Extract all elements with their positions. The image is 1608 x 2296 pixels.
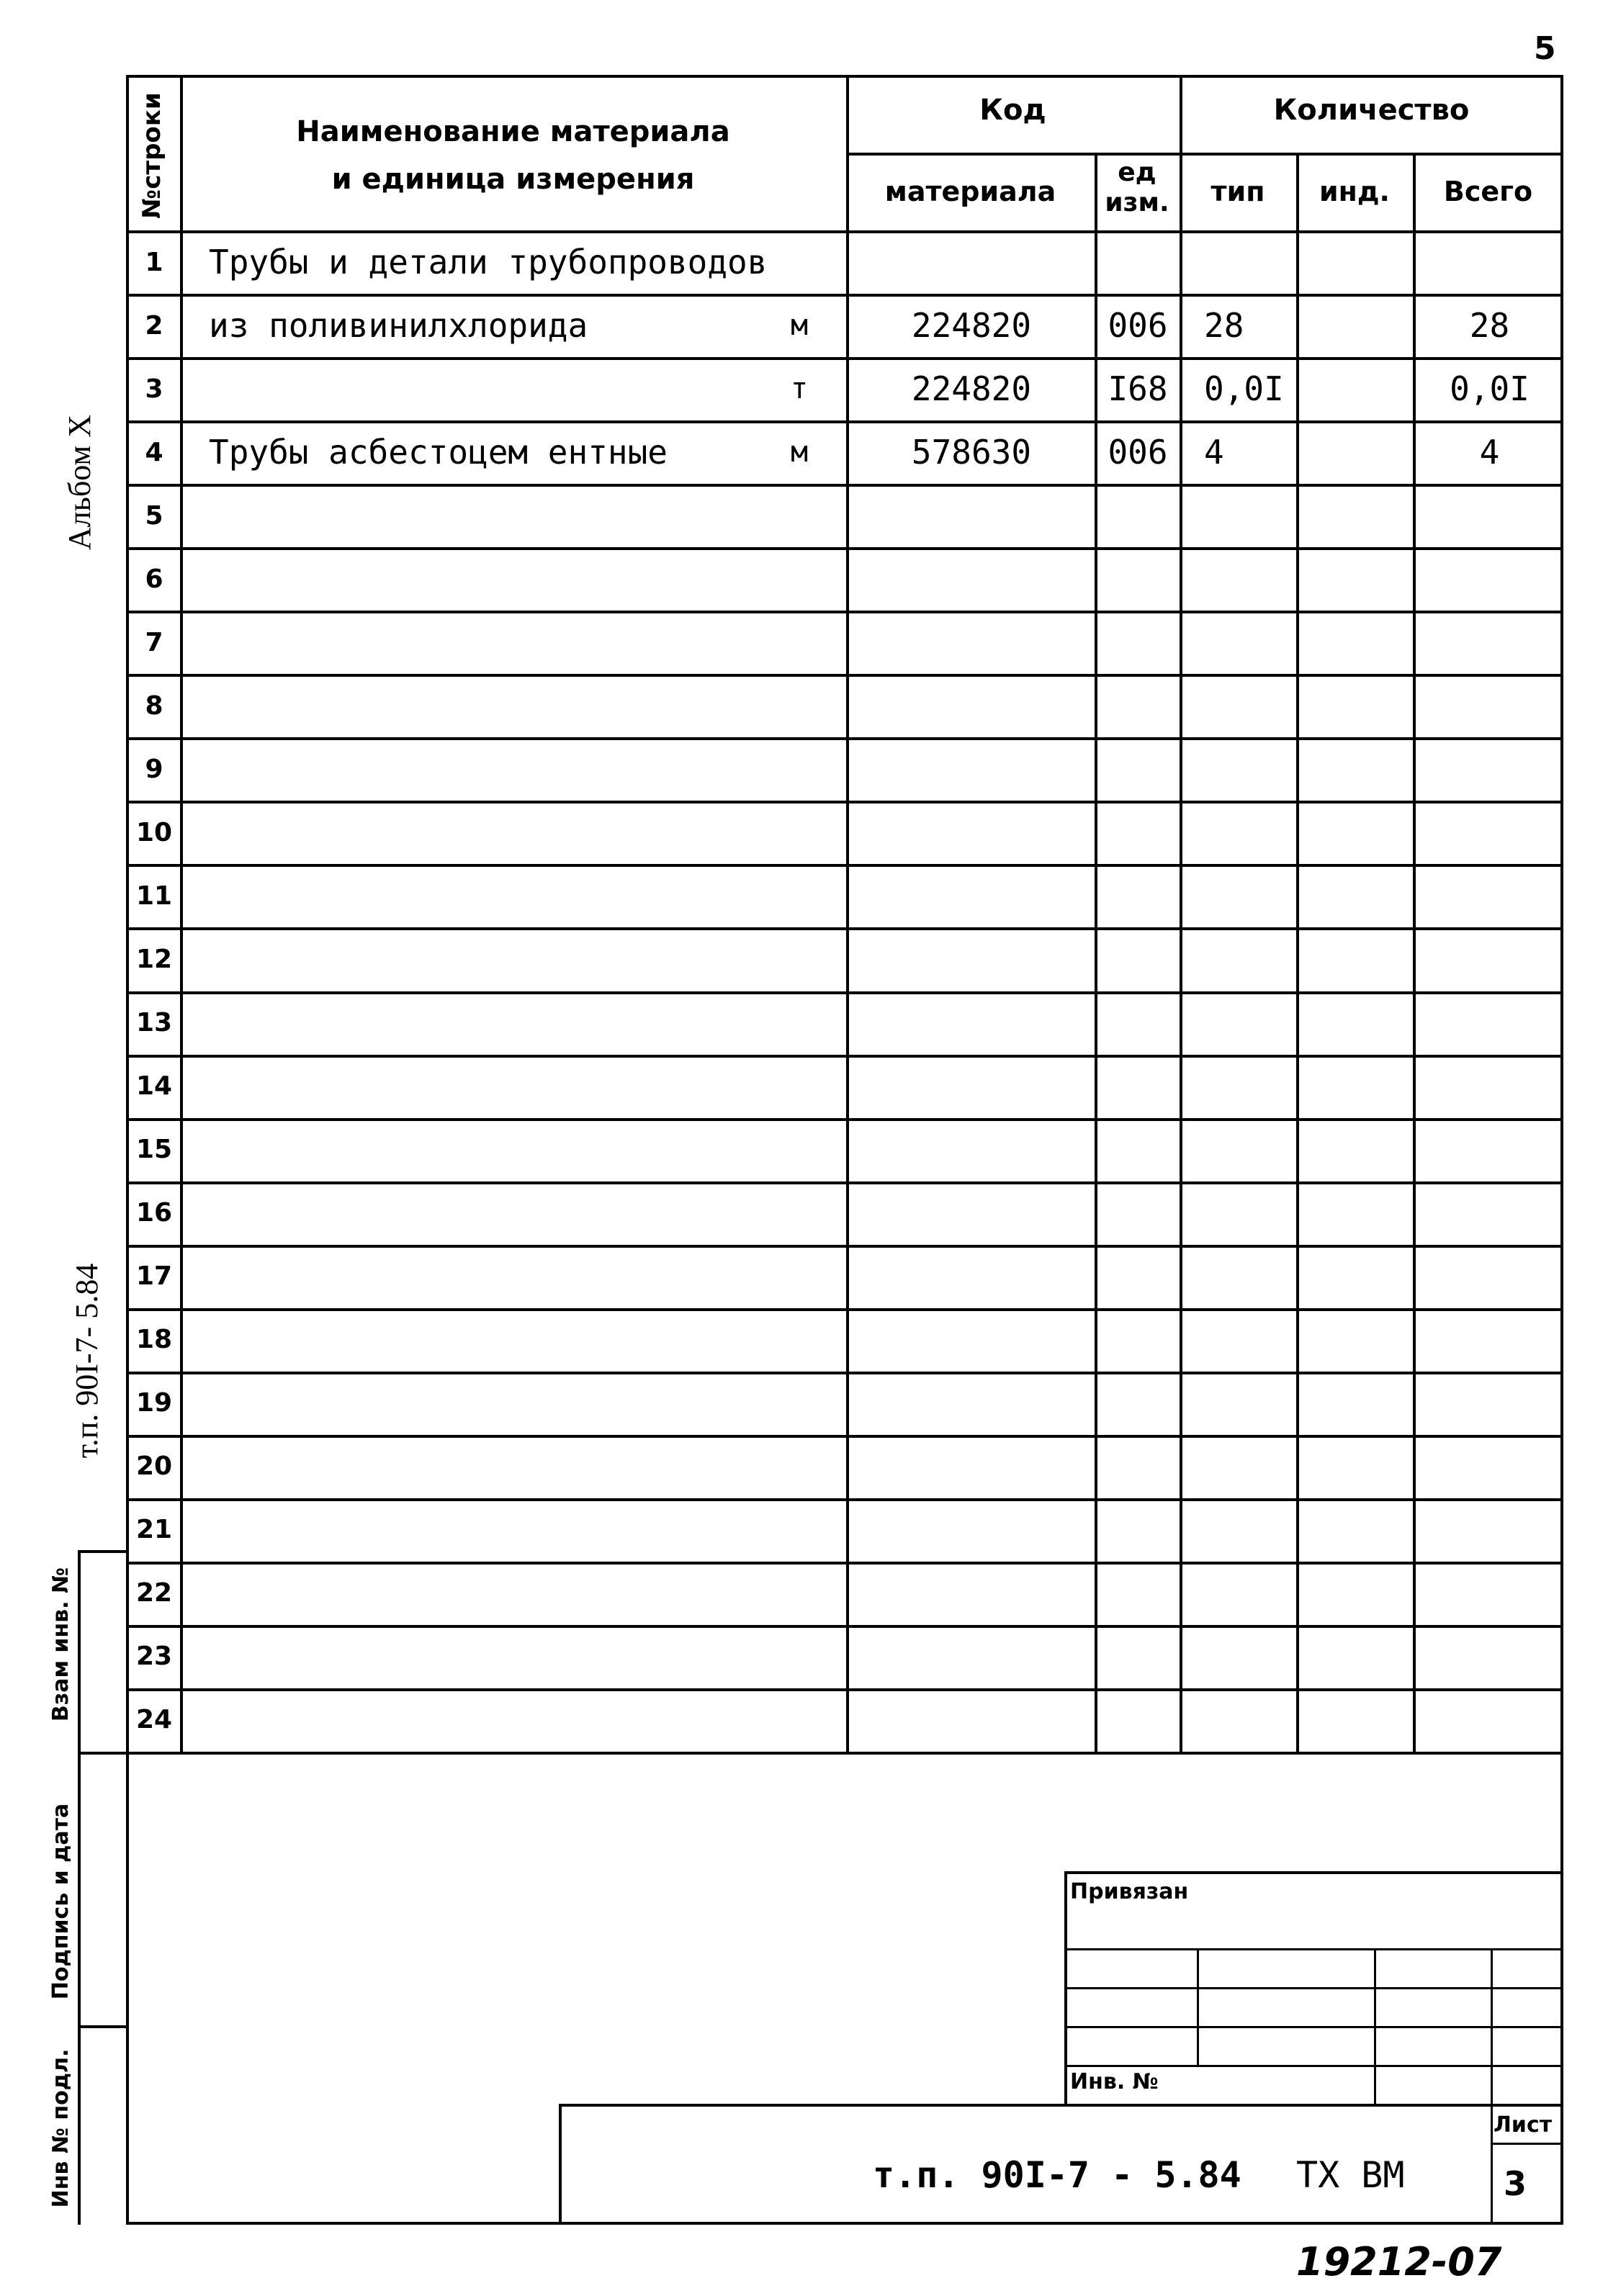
cell-name: [209, 1500, 756, 1560]
cell-n: 1: [145, 247, 163, 277]
cell-ind: [1298, 359, 1411, 419]
page-number: 5: [1534, 30, 1556, 67]
cell-ind: [1298, 232, 1411, 292]
cell-type: [1204, 739, 1295, 799]
cell-type: [1204, 1436, 1295, 1497]
cell-unit: [763, 1246, 835, 1307]
cell-total: [1416, 1246, 1563, 1307]
bottom-number: 19212-07: [1296, 2239, 1502, 2284]
cell-code: [850, 1056, 1093, 1117]
cell-unit-code: [1096, 232, 1180, 292]
cell-type: [1204, 1120, 1295, 1180]
cell-unit-code: [1096, 1626, 1180, 1687]
cell-ind: [1298, 1563, 1411, 1624]
title-block-doc-code: т.п. 90I-7 - 5.84: [873, 2154, 1241, 2196]
cell-code: [850, 612, 1093, 672]
cell-ind: [1298, 1056, 1411, 1117]
cell-total: [1416, 549, 1563, 609]
cell-name: [209, 1310, 756, 1370]
cell-unit: [763, 1373, 835, 1433]
cell-ind: [1298, 929, 1411, 989]
cell-name: [209, 739, 756, 799]
cell-unit: м: [790, 436, 809, 469]
cell-type: [1204, 865, 1295, 926]
cell-ind: [1298, 1436, 1411, 1497]
cell-name: [209, 1183, 756, 1243]
header-name-line2: и единица измерения: [331, 163, 695, 196]
cell-n: 16: [135, 1198, 173, 1228]
header-code: Код: [979, 94, 1046, 127]
cell-unit: [763, 865, 835, 926]
cell-code: [850, 1373, 1093, 1433]
cell-total: [1416, 1563, 1563, 1624]
cell-unit-code: 006: [1108, 306, 1168, 346]
cell-code: [850, 1563, 1093, 1624]
cell-name: [209, 1436, 756, 1497]
cell-code: 224820: [911, 369, 1032, 409]
cell-unit: [763, 549, 835, 609]
cell-n: 10: [135, 817, 173, 847]
cell-unit-code: [1096, 993, 1180, 1053]
cell-n: 19: [135, 1388, 173, 1418]
cell-name: из поливинилхлорида: [209, 306, 588, 346]
cell-code: [850, 1246, 1093, 1307]
cell-n: 12: [135, 944, 173, 974]
cell-total: 28: [1469, 306, 1510, 346]
cell-unit-code: [1096, 1183, 1180, 1243]
cell-total: [1416, 929, 1563, 989]
cell-name: Трубы асбестоцем ентные: [209, 433, 668, 472]
cell-code: [850, 549, 1093, 609]
cell-type: 28: [1204, 306, 1244, 346]
header-ind: инд.: [1319, 176, 1390, 207]
cell-unit: [763, 929, 835, 989]
cell-code: [850, 739, 1093, 799]
cell-name: [209, 549, 756, 609]
cell-type: [1204, 1626, 1295, 1687]
cell-n: 8: [145, 690, 163, 721]
cell-n: 2: [145, 310, 163, 341]
cell-total: [1416, 1690, 1563, 1750]
cell-ind: [1298, 549, 1411, 609]
cell-total: [1416, 675, 1563, 736]
cell-unit: [763, 1183, 835, 1243]
cell-unit: [763, 802, 835, 863]
cell-name: [209, 1056, 756, 1117]
cell-unit: [763, 1310, 835, 1370]
cell-n: 20: [135, 1451, 173, 1482]
cell-code: 224820: [911, 306, 1032, 346]
header-name-line1: Наименование материала: [296, 115, 730, 148]
cell-unit: [763, 1563, 835, 1624]
cell-unit: [763, 1120, 835, 1180]
cell-unit: [763, 1436, 835, 1497]
cell-unit: [763, 1626, 835, 1687]
cell-unit-code: 006: [1108, 433, 1168, 472]
cell-name: [209, 675, 756, 736]
cell-total: [1416, 485, 1563, 546]
cell-unit-code: [1096, 549, 1180, 609]
cell-name: [209, 359, 756, 419]
doc-code-vertical: т.п. 90I-7- 5.84: [69, 1263, 104, 1459]
cell-total: [1416, 993, 1563, 1053]
cell-ind: [1298, 612, 1411, 672]
cell-ind: [1298, 1120, 1411, 1180]
cell-ind: [1298, 1183, 1411, 1243]
cell-type: [1204, 929, 1295, 989]
cell-n: 9: [145, 754, 163, 784]
cell-ind: [1298, 1373, 1411, 1433]
cell-name: [209, 1690, 756, 1750]
title-block-sheet-label: Лист: [1494, 2112, 1553, 2138]
cell-total: [1416, 802, 1563, 863]
cell-total: [1416, 232, 1563, 292]
cell-unit: [763, 1500, 835, 1560]
side-stamp-inv-replace: Взам инв. №: [48, 1567, 73, 1722]
cell-n: 11: [135, 881, 173, 911]
cell-ind: [1298, 1500, 1411, 1560]
side-stamp-inv-orig: Инв № подл.: [48, 2048, 73, 2208]
title-block-doc-mark: ТХ ВМ: [1296, 2154, 1405, 2196]
cell-code: [850, 1690, 1093, 1750]
cell-type: [1204, 1373, 1295, 1433]
title-block-sheet-number: 3: [1504, 2164, 1527, 2203]
cell-n: 13: [135, 1008, 173, 1038]
cell-ind: [1298, 675, 1411, 736]
cell-type: [1204, 232, 1295, 292]
cell-code: [850, 865, 1093, 926]
cell-type: [1204, 675, 1295, 736]
cell-unit: [763, 232, 835, 292]
cell-unit: [763, 993, 835, 1053]
cell-code: [850, 802, 1093, 863]
cell-unit: [763, 612, 835, 672]
cell-total: [1416, 1056, 1563, 1117]
cell-ind: [1298, 295, 1411, 356]
cell-type: [1204, 1246, 1295, 1307]
cell-n: 3: [145, 374, 163, 404]
cell-n: 5: [145, 500, 163, 531]
cell-total: [1416, 1500, 1563, 1560]
cell-type: 4: [1204, 433, 1224, 472]
cell-name: [209, 1563, 756, 1624]
header-row-no: №строки: [138, 92, 166, 219]
cell-code: [850, 1183, 1093, 1243]
cell-name: [209, 993, 756, 1053]
cell-total: [1416, 1120, 1563, 1180]
cell-unit-code: [1096, 1690, 1180, 1750]
cell-ind: [1298, 422, 1411, 482]
cell-code: 578630: [911, 433, 1032, 472]
cell-type: [1204, 1183, 1295, 1243]
cell-unit: [763, 1056, 835, 1117]
cell-type: [1204, 1500, 1295, 1560]
cell-unit-code: [1096, 1373, 1180, 1433]
cell-ind: [1298, 1626, 1411, 1687]
cell-total: [1416, 1310, 1563, 1370]
header-unit-line2: изм.: [1105, 188, 1169, 217]
cell-total: [1416, 865, 1563, 926]
cell-n: 15: [135, 1135, 173, 1165]
cell-name: [209, 1373, 756, 1433]
cell-type: [1204, 485, 1295, 546]
cell-n: 21: [135, 1515, 173, 1545]
cell-type: 0,0I: [1204, 369, 1284, 409]
cell-code: [850, 993, 1093, 1053]
cell-n: 24: [135, 1705, 173, 1735]
cell-unit-code: [1096, 802, 1180, 863]
cell-code: [850, 1310, 1093, 1370]
cell-name: [209, 1120, 756, 1180]
cell-total: [1416, 1183, 1563, 1243]
cell-name: [209, 929, 756, 989]
cell-name: [209, 1626, 756, 1687]
cell-code: [850, 232, 1093, 292]
cell-name: [209, 1246, 756, 1307]
cell-name: [209, 802, 756, 863]
cell-total: [1416, 1373, 1563, 1433]
cell-unit: т: [790, 372, 809, 406]
cell-code: [850, 675, 1093, 736]
side-stamp-sign-date: Подпись и дата: [48, 1803, 73, 2000]
cell-code: [850, 1500, 1093, 1560]
cell-ind: [1298, 1246, 1411, 1307]
cell-n: 17: [135, 1261, 173, 1292]
cell-n: 23: [135, 1642, 173, 1672]
cell-ind: [1298, 802, 1411, 863]
cell-total: 4: [1479, 433, 1500, 472]
cell-unit-code: [1096, 675, 1180, 736]
cell-unit-code: [1096, 865, 1180, 926]
header-quantity: Количество: [1273, 94, 1470, 127]
cell-code: [850, 485, 1093, 546]
cell-ind: [1298, 993, 1411, 1053]
cell-unit-code: [1096, 1310, 1180, 1370]
cell-unit-code: [1096, 1056, 1180, 1117]
cell-total: [1416, 739, 1563, 799]
cell-unit: [763, 485, 835, 546]
cell-name: [209, 612, 756, 672]
cell-unit-code: I68: [1108, 369, 1168, 409]
cell-code: [850, 1626, 1093, 1687]
cell-n: 7: [145, 627, 163, 657]
cell-total: [1416, 612, 1563, 672]
cell-unit-code: [1096, 485, 1180, 546]
header-type: тип: [1211, 176, 1265, 207]
cell-type: [1204, 802, 1295, 863]
title-block-inv-no: Инв. №: [1070, 2069, 1159, 2094]
cell-name: Трубы и детали трубопроводов: [209, 243, 768, 282]
cell-unit-code: [1096, 739, 1180, 799]
title-block-bound: Привязан: [1070, 1879, 1189, 1904]
cell-unit-code: [1096, 1120, 1180, 1180]
cell-ind: [1298, 485, 1411, 546]
cell-n: 6: [145, 564, 163, 594]
cell-ind: [1298, 1310, 1411, 1370]
cell-unit-code: [1096, 612, 1180, 672]
header-total: Всего: [1443, 176, 1533, 207]
cell-type: [1204, 993, 1295, 1053]
cell-n: 22: [135, 1578, 173, 1608]
header-unit-line1: ед: [1118, 158, 1156, 187]
cell-type: [1204, 549, 1295, 609]
cell-unit-code: [1096, 929, 1180, 989]
cell-type: [1204, 1690, 1295, 1750]
cell-code: [850, 1120, 1093, 1180]
cell-type: [1204, 612, 1295, 672]
cell-name: [209, 485, 756, 546]
cell-n: 18: [135, 1325, 173, 1355]
cell-type: [1204, 1056, 1295, 1117]
cell-unit: [763, 739, 835, 799]
cell-n: 14: [135, 1071, 173, 1102]
cell-code: [850, 929, 1093, 989]
cell-ind: [1298, 739, 1411, 799]
cell-unit: м: [790, 309, 809, 343]
cell-n: 4: [145, 437, 163, 467]
cell-total: [1416, 1626, 1563, 1687]
cell-total: 0,0I: [1450, 369, 1530, 409]
cell-unit-code: [1096, 1563, 1180, 1624]
cell-unit: [763, 1690, 835, 1750]
cell-unit-code: [1096, 1500, 1180, 1560]
cell-total: [1416, 1436, 1563, 1497]
cell-type: [1204, 1310, 1295, 1370]
album-label: Альбом X: [62, 415, 97, 550]
cell-unit: [763, 675, 835, 736]
cell-ind: [1298, 1690, 1411, 1750]
header-material: материала: [884, 176, 1056, 207]
cell-code: [850, 1436, 1093, 1497]
cell-type: [1204, 1563, 1295, 1624]
cell-unit-code: [1096, 1436, 1180, 1497]
cell-name: [209, 865, 756, 926]
cell-unit-code: [1096, 1246, 1180, 1307]
cell-ind: [1298, 865, 1411, 926]
